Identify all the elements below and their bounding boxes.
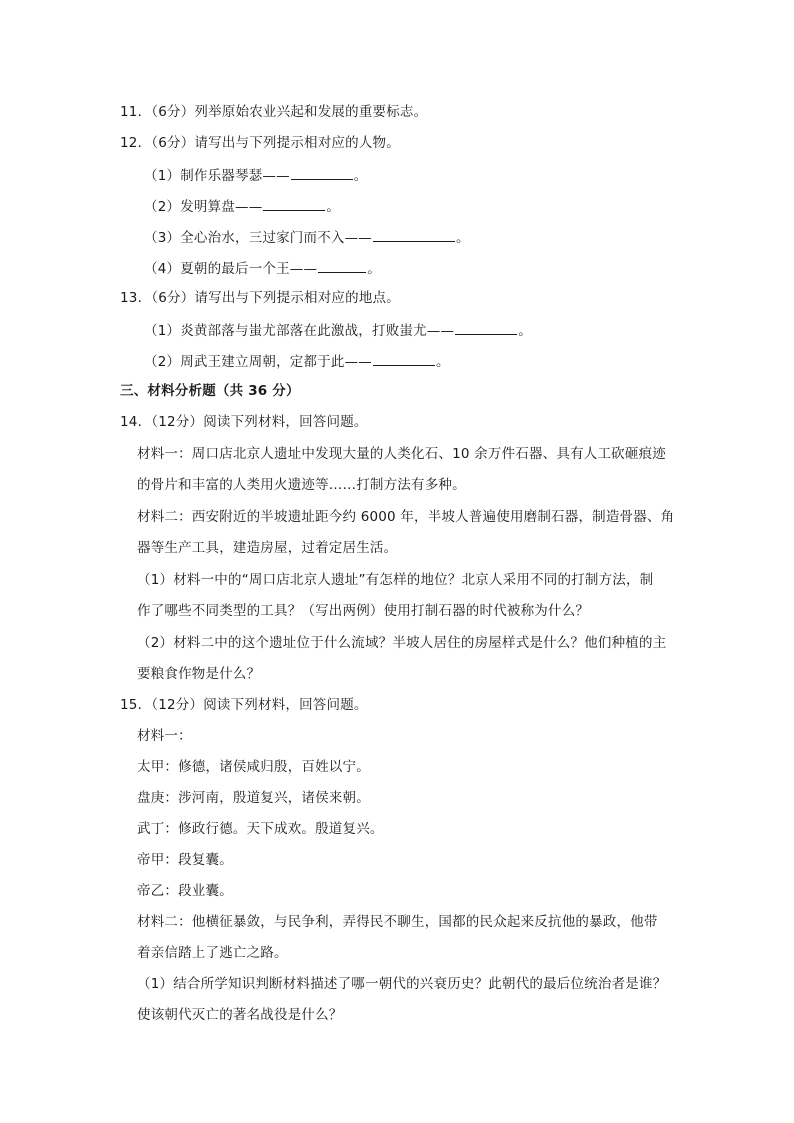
material-line: 材料二：他横征暴敛，与民争利，弄得民不聊生，国都的民众起来反抗他的暴政，他带 <box>137 914 658 930</box>
question-14-stem: 14．（12分）阅读下列材料，回答问题。 <box>120 414 368 430</box>
question-12-item-3: （3）全心治水，三过家门而不入—— 。 <box>144 227 470 247</box>
material-label: 材料一： <box>137 728 192 744</box>
material-line: 的骨片和丰富的人类用火遗迹等……打制方法有多种。 <box>137 477 466 493</box>
material-line: 着亲信踏上了逃亡之路。 <box>137 945 288 961</box>
question-12-item-1: （1）制作乐器琴瑟—— 。 <box>144 165 368 185</box>
answer-blank[interactable] <box>373 351 435 366</box>
sub-question: （1）材料一中的“周口店北京人遗址”有怎样的地位？北京人采用不同的打制方法，制 <box>137 572 654 588</box>
material-line: 武丁：修政行德。天下成欢。殷道复兴。 <box>137 821 384 837</box>
question-13-stem: 13．（6分）请写出与下列提示相对应的地点。 <box>120 290 400 306</box>
question-11: 11．（6分）列举原始农业兴起和发展的重要标志。 <box>120 104 428 120</box>
material-line: 器等生产工具，建造房屋，过着定居生活。 <box>137 540 398 556</box>
sub-question: 要粮食作物是什么？ <box>137 666 261 682</box>
material-line: 盘庚：涉河南，殷道复兴，诸侯来朝。 <box>137 790 370 806</box>
sub-question: （1）结合所学知识判断材料描述了哪一朝代的兴衰历史？此朝代的最后位统治者是谁？ <box>137 976 667 992</box>
sub-question: 使该朝代灭亡的著名战役是什么？ <box>137 1007 343 1023</box>
question-13-item-1: （1）炎黄部落与蚩尤部落在此激战，打败蚩尤—— 。 <box>144 320 532 340</box>
material-line: 帝乙：段业囊。 <box>137 883 233 899</box>
sub-question: 作了哪些不同类型的工具？（写出两例）使用打制石器的时代被称为什么？ <box>137 603 590 619</box>
section-title: 三、材料分析题（共 36 分） <box>120 383 300 399</box>
material-line: 太甲：修德，诸侯咸归殷，百姓以宁。 <box>137 759 370 775</box>
sub-question: （2）材料二中的这个遗址位于什么流域？半坡人居住的房屋样式是什么？他们种植的主 <box>137 635 667 651</box>
material-line: 帝甲：段复囊。 <box>137 852 233 868</box>
answer-blank[interactable] <box>263 196 325 211</box>
answer-blank[interactable] <box>291 165 353 180</box>
answer-blank[interactable] <box>318 258 366 273</box>
question-15-stem: 15．（12分）阅读下列材料，回答问题。 <box>120 697 368 713</box>
question-12-item-2: （2）发明算盘—— 。 <box>144 196 340 216</box>
question-13-item-2: （2）周武王建立周朝，定都于此—— 。 <box>144 351 450 371</box>
material-line: 材料二：西安附近的半坡遗址距今约 6000 年，半坡人普遍使用磨制石器，制造骨器、角 <box>137 509 675 525</box>
answer-blank[interactable] <box>455 320 517 335</box>
question-12-item-4: （4）夏朝的最后一个王—— 。 <box>144 258 381 278</box>
question-12-stem: 12．（6分）请写出与下列提示相对应的人物。 <box>120 135 400 151</box>
answer-blank[interactable] <box>373 227 455 242</box>
material-line: 材料一：周口店北京人遗址中发现大量的人类化石、10 余万件石器、具有人工砍砸痕迹 <box>137 446 666 462</box>
